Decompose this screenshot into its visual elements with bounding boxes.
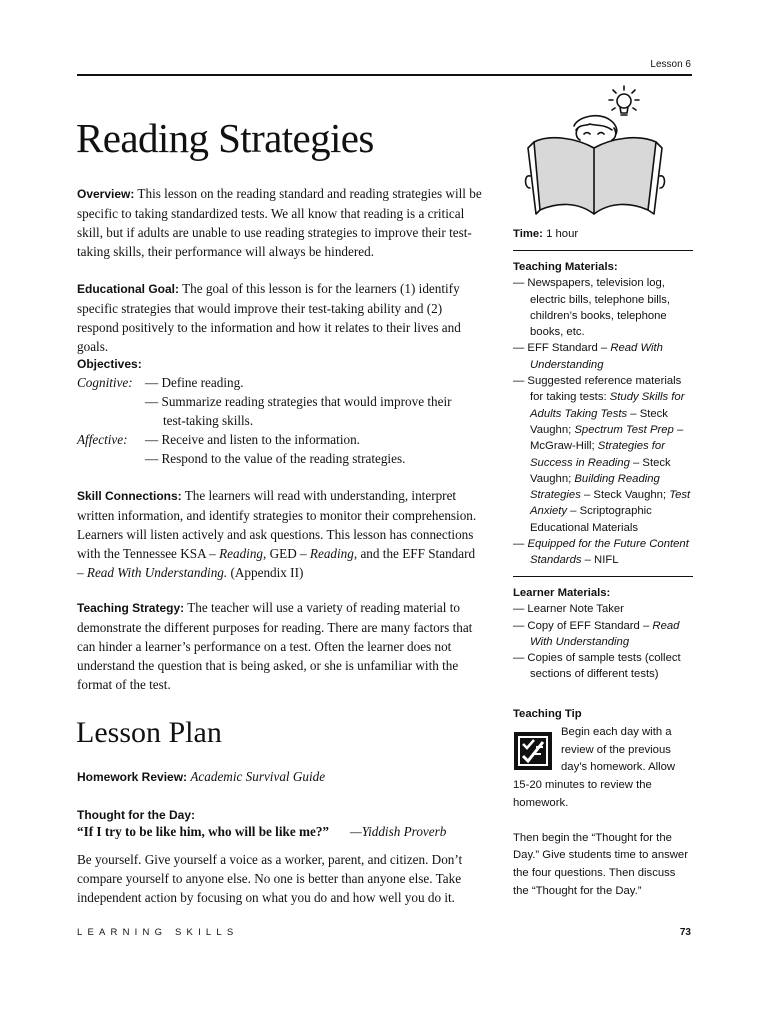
educational-goal-label: Educational Goal: [77, 282, 180, 296]
material-text: — [513, 538, 528, 551]
overview-label: Overview: [77, 187, 135, 201]
homework-review-label: Homework Review: [77, 770, 188, 784]
material-text: — Copy of EFF Standard – [513, 619, 653, 632]
learner-material-item [513, 618, 693, 651]
page-title: Reading Strategies [76, 115, 374, 161]
material-title: Study Skills for Adults Taking Tests [530, 391, 685, 420]
tip-line: 15-20 minutes to review the homework. [513, 779, 652, 809]
material-text: — EFF Standard – [513, 342, 611, 355]
objective-item: — Define reading. [145, 375, 244, 390]
page-number: 73 [679, 927, 691, 938]
affective-label: Affective: [77, 432, 128, 447]
quote-attribution: —Yiddish Proverb [350, 824, 447, 839]
teaching-tip-label: Teaching Tip [513, 708, 582, 720]
material-title: Read With Understanding [530, 619, 680, 648]
thought-body [77, 850, 482, 907]
lesson-number: Lesson 6 [650, 59, 691, 70]
material-text: – Steck Vaughn; [530, 456, 671, 485]
skill-text: The learners will read with understanding, interpret written information, and identify strategies to monitor their comprehension. Learners will listen actively and ask questions. This lesson has connections with the Tennessee KSA – [77, 488, 477, 561]
objective-item-continued: test-taking skills. [163, 413, 254, 428]
overview-text: This lesson on the reading standard and reading strategies will be specific to taking standardized tests. We all know that reading is a critical skill, but if adults are unable to use reading strategies to improve their test-taking skills, their performance will always be hindered. [77, 186, 482, 259]
material-title: Building Reading Strategies [530, 472, 660, 502]
sidebar-divider [513, 576, 693, 577]
header-rule [77, 74, 692, 76]
teaching-tip-text [513, 724, 693, 900]
material-title: Strategies for Success in Reading [530, 440, 665, 469]
teaching-strategy-label: Teaching Strategy: [77, 601, 185, 615]
material-title: Equipped for the Future Content Standards [527, 538, 689, 567]
quote-text: “If I try to be like him, who will be like me?” [77, 824, 330, 839]
material-title: Spectrum Test Prep [574, 423, 674, 436]
material-text: – McGraw-Hill; [530, 423, 684, 453]
material-title: Read With Understanding [530, 342, 663, 371]
skill-text: (Appendix II) [227, 565, 304, 580]
overview-section [77, 184, 482, 261]
material-title: Test Anxiety [530, 489, 691, 518]
skill-ref: Read With Understanding. [86, 565, 228, 580]
reading-person-illustration [520, 84, 670, 224]
learner-material-item: — Copies of sample tests (collect sections of different tests) [513, 652, 681, 681]
homework-review-section [77, 767, 482, 787]
learner-materials-section [513, 585, 693, 683]
teaching-materials-label: Teaching Materials: [513, 261, 618, 273]
skill-ref: Reading [219, 546, 264, 561]
skill-connections-label: Skill Connections: [77, 489, 182, 503]
teaching-materials-section [513, 259, 693, 569]
skill-connections-section [77, 486, 482, 582]
sidebar-divider [513, 250, 693, 251]
tip-paragraph: Then begin the “Thought for the Day.” Give students time to answer the four questions. Then discuss the “Thought for the Day.” [513, 831, 688, 897]
skill-text: , GED – [263, 546, 310, 561]
footer-label: LEARNING SKILLS [77, 927, 239, 938]
material-text: – Steck Vaughn; [580, 489, 670, 502]
educational-goal-section [77, 279, 482, 356]
homework-review-text: Academic Survival Guide [190, 769, 326, 784]
thought-label: Thought for the Day: [77, 808, 195, 822]
quote-line [77, 824, 482, 840]
teaching-material-item [513, 536, 693, 569]
objective-item: — Receive and listen to the information. [145, 432, 360, 447]
lesson-plan-title: Lesson Plan [76, 716, 222, 749]
objective-item: — Respond to the value of the reading strategies. [145, 451, 406, 466]
tip-line: review of the previous [561, 743, 671, 756]
material-text: – Scriptographic Educational Materials [530, 505, 652, 534]
time-section [513, 226, 693, 242]
material-text: – Steck Vaughn; [530, 407, 668, 436]
learner-material-item: — Learner Note Taker [513, 603, 624, 616]
cognitive-label: Cognitive: [77, 375, 133, 390]
skill-text: , and the EFF Standard – [77, 546, 476, 580]
objective-item: — Summarize reading strategies that would improve their [145, 394, 452, 409]
teaching-strategy-section [77, 598, 482, 694]
skill-ref: Reading [309, 546, 354, 561]
teaching-material-item [513, 373, 693, 536]
thought-text: Be yourself. Give yourself a voice as a worker, parent, and citizen. Don’t compare yourself to anyone else. No one is better than anyone else. Take independent action by focusing on what you do and how well you do it. [77, 852, 463, 905]
learner-materials-label: Learner Materials: [513, 587, 611, 599]
educational-goal-text: The goal of this lesson is for the learners (1) identify specific strategies that would improve their test-taking ability and (2) respond positively to the information and how it relates to their lives and goals. [77, 281, 461, 354]
material-text: — Suggested reference materials for taking tests: [513, 375, 682, 404]
objectives-section [77, 354, 482, 374]
time-label: Time: [513, 228, 543, 240]
teaching-strategy-text: The teacher will use a variety of reading material to demonstrate the different purposes for reading. There are many factors that can hinder a learner’s performance on a test. Often the learner does not understand the question that is being asked, or she is unfamiliar with the format of the test. [77, 600, 473, 692]
teaching-material-item: — Newspapers, television log, electric bills, telephone bills, children’s books, telephone books, etc. [513, 277, 671, 339]
tip-line: Begin each day with a [561, 726, 672, 738]
time-value: 1 hour [542, 228, 579, 240]
tip-line: day’s homework. Allow [561, 761, 676, 774]
objectives-label: Objectives: [77, 357, 142, 371]
material-text: – NIFL [581, 554, 619, 567]
thought-section [77, 805, 482, 825]
teaching-material-item [513, 340, 693, 373]
